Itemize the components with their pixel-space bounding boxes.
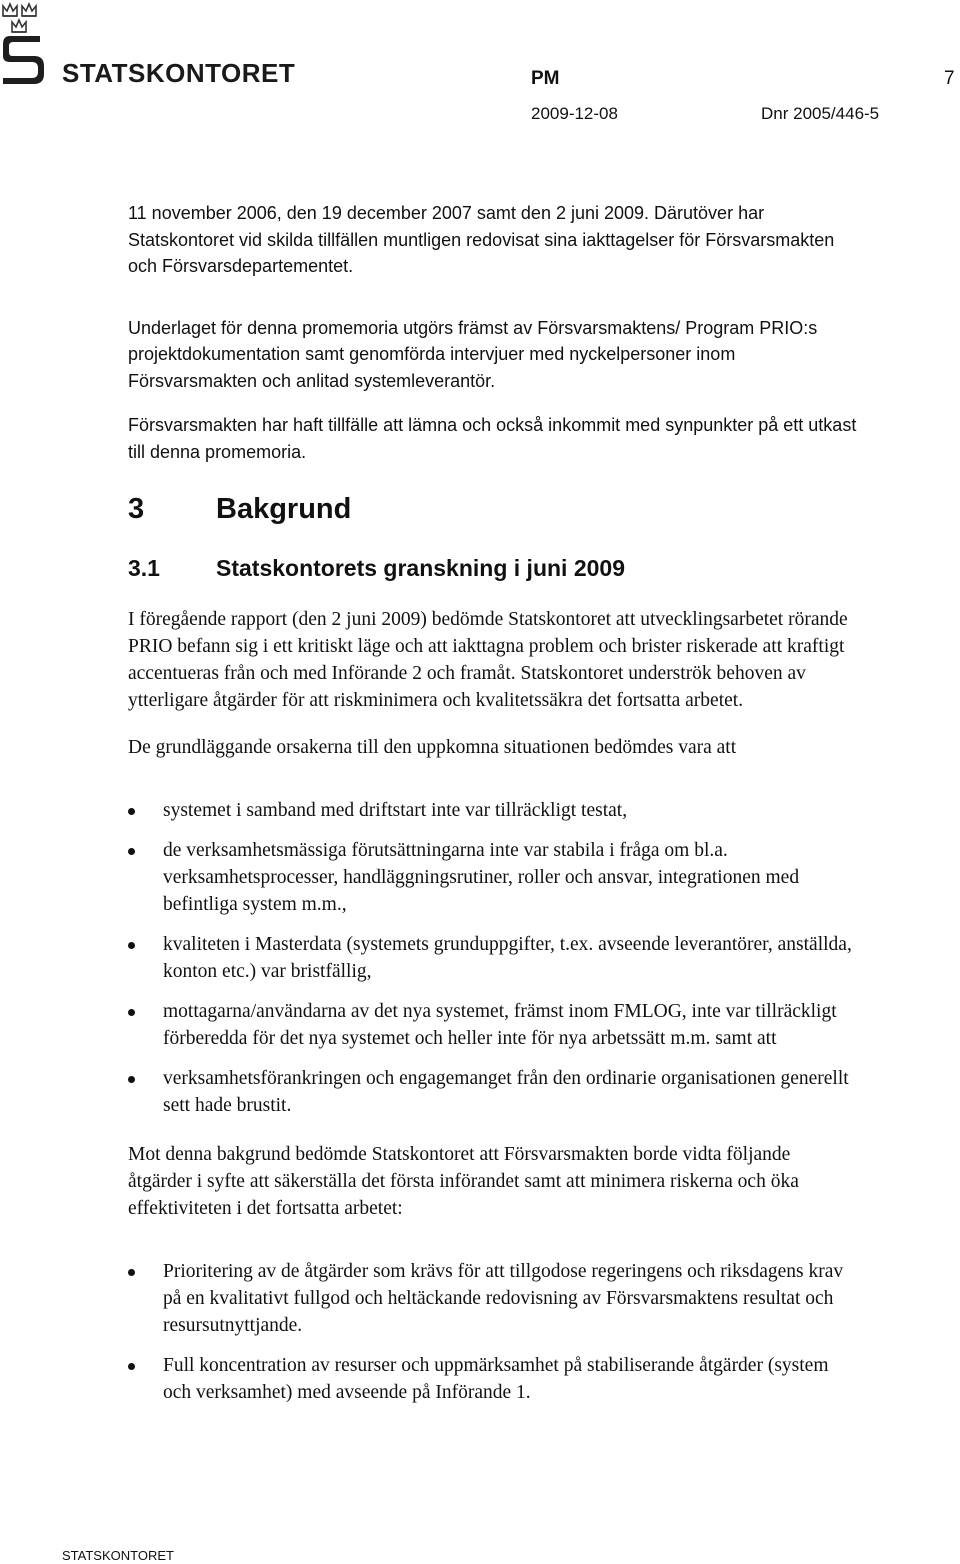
- paragraph-intro: 11 november 2006, den 19 december 2007 samt den 2 juni 2009. Därutöver har Statskontoret vid skilda tillfällen muntligen redovisat sina iakttagelser för Försvarsmakten och Försvarsdepartementet.: [128, 203, 835, 276]
- paragraph-underlag: Underlaget för denna promemoria utgörs främst av Försvarsmaktens/ Program PRIO:s projektdokumentation samt genomförda intervjuer med nyckelpersoner inom Försvarsmakten och anlitad systemleverantör.: [128, 317, 818, 391]
- bullet-icon: [128, 1269, 135, 1276]
- bullet-list-orsaker: [128, 797, 858, 1119]
- paragraph-remiss: Försvarsmakten har haft tillfälle att lämna och också inkommit med synpunkter på ett utkast till denna promemoria.: [128, 415, 857, 462]
- bullet-icon: [128, 1009, 135, 1016]
- list-item: de verksamhetsmässiga förutsättningarna inte var stabila i fråga om bl.a. verksamhetsprocesser, handläggningsrutiner, roller och ansvar, integrationen med befintliga system m.m.,: [128, 837, 858, 918]
- list-item: systemet i samband med driftstart inte var tillräckligt testat,: [128, 797, 858, 824]
- bullet-icon: [128, 808, 135, 815]
- list-item: Prioritering av de åtgärder som krävs för att tillgodose regeringens och riksdagens krav på en kvalitativt fullgod och heltäckande redovisning av Försvarsmaktens resultat och resursutnyttjande.: [128, 1258, 858, 1339]
- bullet-icon: [128, 848, 135, 855]
- brand-name: STATSKONTORET: [62, 58, 296, 88]
- list-item: verksamhetsförankringen och engagemanget från den ordinarie organisationen generellt sett hade brustit.: [128, 1065, 858, 1119]
- statskontoret-logo-icon: [0, 0, 52, 90]
- paragraph-orsaker: De grundläggande orsakerna till den uppkomna situationen bedömdes vara att: [128, 737, 737, 758]
- document-reference-number: Dnr 2005/446-5: [761, 104, 880, 123]
- bullet-list-atgarder: [128, 1258, 858, 1406]
- list-item: Full koncentration av resurser och uppmärksamhet på stabiliserande åtgärder (system och verksamhet) med avseende på Införande 1.: [128, 1352, 858, 1406]
- paragraph-atgarder: Mot denna bakgrund bedömde Statskontoret att Försvarsmakten borde vidta följande åtgärder i syfte att säkerställa det första införandet samt att minimera riskerna och öka effektiviteten i det fortsatta arbetet:: [128, 1144, 799, 1219]
- paragraph-foregaende-rapport: I föregående rapport (den 2 juni 2009) bedömde Statskontoret att utvecklingsarbetet rörande PRIO befann sig i ett kritiskt läge och att iakttagna problem och brister riskerade att kraftigt accentueras från och med Införande 2 och framåt. Statskontoret underströk behoven av ytterligare åtgärder för att riskminimera och kvalitetssäkra det fortsatta arbetet.: [128, 609, 848, 711]
- subsection-number: 3.1: [128, 555, 160, 581]
- list-item: kvaliteten i Masterdata (systemets grunduppgifter, t.ex. avseende leverantörer, anställda, konton etc.) var bristfällig,: [128, 931, 858, 985]
- bullet-icon: [128, 1363, 135, 1370]
- section-number: 3: [128, 493, 145, 525]
- subsection-heading: [128, 553, 858, 583]
- document-body: [128, 200, 858, 1406]
- bullet-icon: [128, 942, 135, 949]
- document-type: PM: [531, 68, 560, 89]
- section-heading: [128, 492, 858, 526]
- page-number: 7: [944, 68, 955, 89]
- document-date: 2009-12-08: [531, 104, 618, 123]
- bullet-icon: [128, 1076, 135, 1083]
- subsection-title: Statskontorets granskning i juni 2009: [216, 555, 625, 581]
- section-title: Bakgrund: [216, 493, 352, 525]
- footer-brand: STATSKONTORET: [62, 1548, 174, 1563]
- list-item: mottagarna/användarna av det nya systemet, främst inom FMLOG, inte var tillräckligt förberedda för det nya systemet och heller inte för nya arbetssätt m.m. samt att: [128, 998, 858, 1052]
